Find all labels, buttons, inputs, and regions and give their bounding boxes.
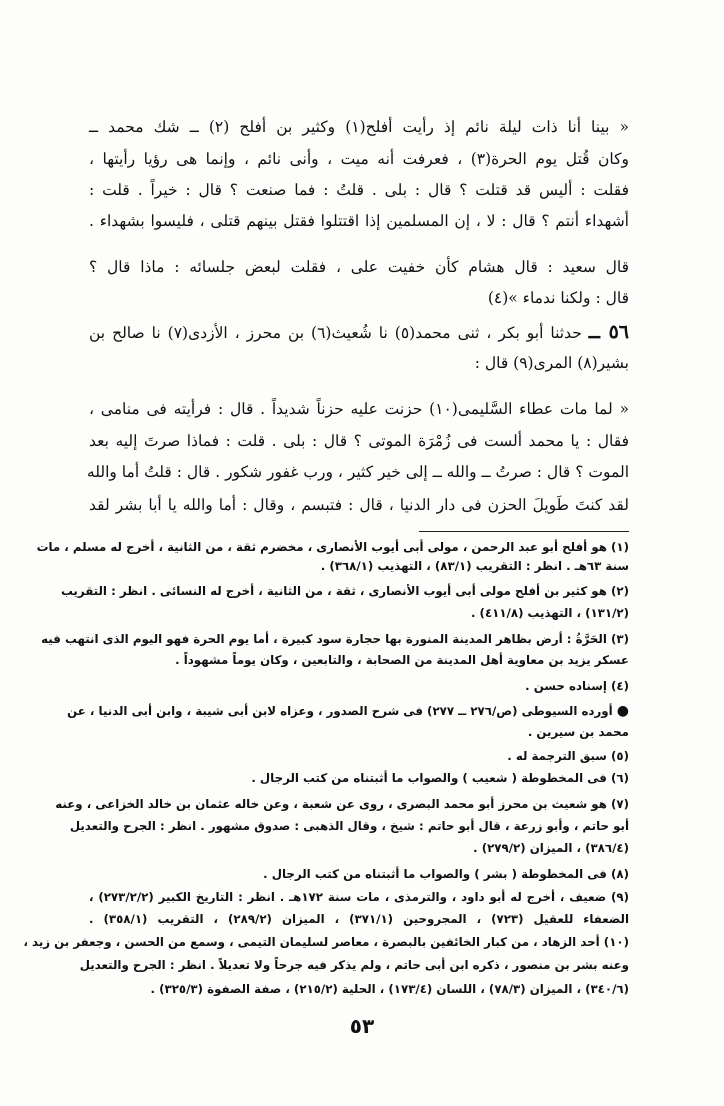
body-line: أشهداء أنتم ؟ قال : لا ، إن المسلمين إذا اقتتلوا فقتل بينهم قتلى ، فليسوا بشهداء . [89, 212, 629, 230]
body-line: « بينا أنا ذات ليلة نائم إذ رأيت أفلح(١) وكثير بن أفلح (٢) ــ شك محمد ــ [89, 118, 629, 136]
footnote-line: محمد بن سيرين . [527, 725, 629, 739]
footnote-line: (١٣١/٢) ، التهذيب (٤١١/٨) . [470, 606, 629, 620]
body-line: فقال : يا محمد ألست فى زُمْرَة الموتى ؟ قال : بلى . قلت : فماذا صرتَ إليه بعد [89, 432, 629, 450]
body-line: وكان قُتل يوم الحرة(٣) ، فعرفت أنه ميت ، وأنى نائم ، وإنما هى رؤيا رأيتها ، [89, 150, 629, 168]
body-line: قال سعيد : قال هشام كأن خفيت على ، فقلت لبعض جلسائه : ماذا قال ؟ [89, 258, 629, 276]
footnote-line: (٣٤٠/٦) ، الميزان (٧٨/٣) ، اللسان (١٧٣/٤) ، الحلية (٢١٥/٢) ، صفة الصفوة (٣٢٥/٣) . [150, 982, 629, 996]
body-line: حدثنا أبو بكر ، ثنى محمد(٥) نا شُعيث(٦) بن محرز ، الأزدى(٧) نا صالح بن [89, 324, 582, 342]
footnote-line: عسكر يزيد بن معاوية أهل المدينة من الصحابة ، والتابعين ، وكان يوماً مشهوداً . [175, 653, 629, 667]
footnote-line: (٨) فى المخطوطة ( بشر ) والصواب ما أثبتناه من كتب الرجال . [263, 867, 629, 881]
footnote-line: (٣٨٦/٤) ، الميزان (٢٧٩/٢) . [473, 841, 629, 855]
footnote-line: (٦) فى المخطوطة ( شعيب ) والصواب ما أثبتناه من كتب الرجال . [251, 771, 629, 785]
footnote-separator [419, 531, 629, 532]
footnote-line: الضعفاء للعقيل (٧٢٣) ، المجروحين (٣٧١/١) ، الميزان (٢٨٩/٢) ، التقريب (٣٥٨/١) . [89, 912, 630, 926]
footnote-line: (٩) ضعيف ، أخرج له أبو داود ، والترمذى ، مات سنة ١٧٢هـ . انظر : التاريخ الكبير (٢٧٣/٢/٢) ، [89, 890, 629, 904]
footnote-line: وعنه بشر بن منصور ، ذكره ابن أبى حاتم ، ولم يذكر فيه جرحاً ولا تعديلاً . انظر : الجرح والتعديل [79, 958, 629, 972]
body-line: فقلت : أليس قد قتلت ؟ قال : بلى . قلتُ : فما صنعت ؟ قال : خيراً . قلت : [89, 181, 629, 199]
body-line: الموت ؟ قال : صرتُ ــ والله ــ إلى خير كثير ، ورب غفور شكور . قال : قلتُ أما والله [86, 463, 629, 481]
footnote-line: سنة ٦٣هـ . انظر : التقريب (٨٣/١) ، التهذيب (٣٦٨/١) . [320, 559, 629, 573]
footnote-line: (٢) هو كثير بن أفلح مولى أبى أيوب الأنصارى ، ثقة ، من الثانية ، أخرج له النسائى . انظر : التقريب [60, 584, 629, 598]
footnote-bullet-line [67, 703, 629, 720]
item-number: ٥٦ ــ [588, 321, 629, 343]
footnote-line: (١٠) أحد الزهاد ، من كبار الخائفين بالبصرة ، معاصر لسليمان التيمى ، وسمع من الحسن ، وجعفر بن زيد ، [23, 935, 629, 949]
body-line: لقد كنتَ طَويلَ الحزن فى دار الدنيا ، قال : فتبسم ، وقال : أما والله يا أبا بشر لقد [89, 496, 629, 514]
footnote-line: أورده السيوطى (ص/٢٧٦ ــ ٢٧٧) فى شرح الصدور ، وعزاه لابن أبى شيبة ، وابن أبى الدنيا ، عن [67, 704, 613, 718]
footnote-line: (٧) هو شعيث بن محرز أبو محمد البصرى ، روى عن شعبة ، وعن خاله عثمان بن خالد الخزاعى ، وعنه [55, 797, 629, 811]
footnote-line: (١) هو أفلح أبو عبد الرحمن ، مولى أبى أيوب الأنصارى ، مخضرم ثقة ، من الثانية ، أخرج له مسلم ، مات [36, 540, 629, 554]
bullet-icon: ● [616, 703, 629, 719]
footnote-line: (٤) إسناده حسن . [525, 679, 629, 693]
body-item-line [89, 321, 629, 344]
body-line: قال : ولكنا ندماء »(٤) [487, 289, 629, 307]
footnote-line: (٣) الحَرَّةُ : أرض بظاهر المدينة المنورة بها حجارة سود كبيرة ، أما يوم الحرة فهو اليوم الذى انتهب فيه [41, 632, 629, 646]
footnote-line: أبو حاتم ، وأبو زرعة ، قال أبو حاتم : شيخ ، وقال الذهبى : صدوق مشهور . انظر : الجرح والتعديل [69, 819, 629, 833]
page-number: ٥٣ [349, 1014, 375, 1038]
footnote-line: (٥) سبق الترجمة له . [507, 749, 629, 763]
body-line: بشير(٨) المرى(٩) قال : [474, 354, 629, 372]
body-line: « لما مات عطاء السَّليمى(١٠) حزنت عليه حزناً شديداً . قال : فرأيته فى منامى ، [89, 400, 630, 418]
